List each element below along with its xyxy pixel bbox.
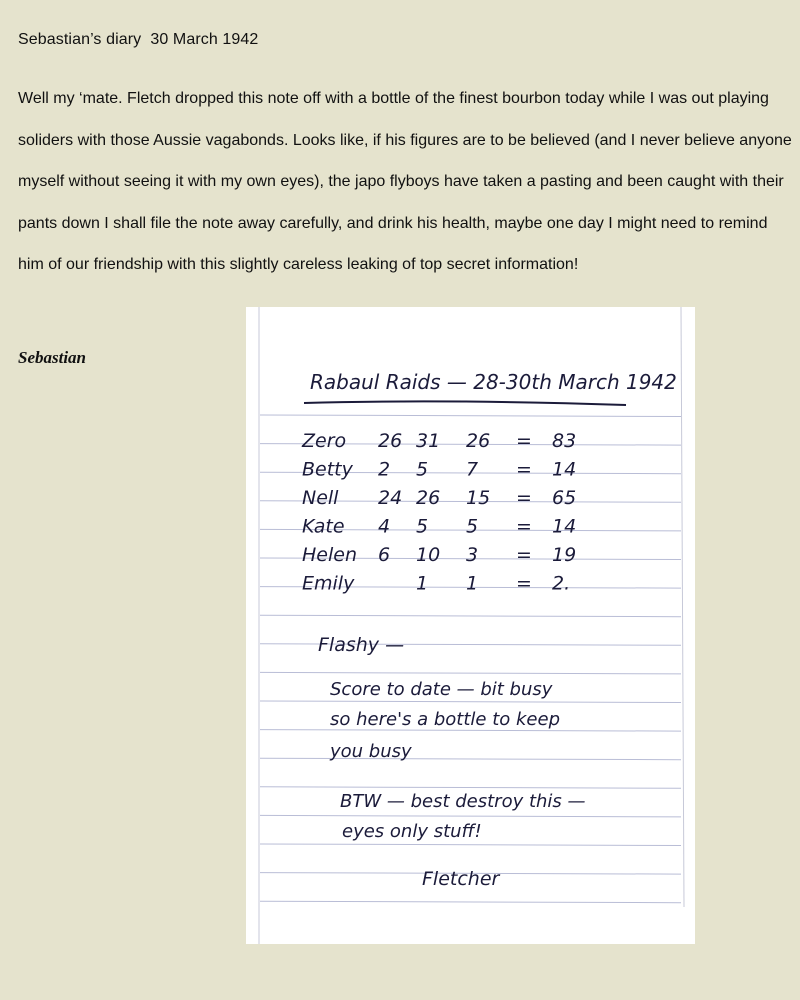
note-message-line: Score to date — bit busy [330, 679, 553, 700]
day-count: 26 [416, 487, 441, 509]
day-count: 26 [378, 430, 403, 452]
aircraft-name: Nell [302, 487, 339, 509]
day-count: 1 [416, 572, 429, 595]
ruled-line [260, 615, 681, 617]
equals-sign: = [516, 487, 532, 509]
day-count: 6 [378, 544, 391, 566]
equals-sign: = [516, 544, 532, 566]
row-total: 2. [552, 572, 571, 595]
day-count: 26 [466, 430, 491, 452]
day-count: 15 [466, 487, 491, 509]
day-count: 2 [378, 458, 391, 481]
ruled-line [260, 672, 681, 674]
ruled-line [260, 758, 681, 760]
aircraft-name: Helen [302, 544, 357, 566]
note-signoff: Fletcher [422, 868, 500, 890]
note-title: Rabaul Raids — 28-30th March 1942 [310, 370, 677, 394]
day-count: 1 [466, 572, 479, 595]
day-count: 31 [416, 430, 441, 452]
handwritten-note [246, 307, 695, 944]
aircraft-name: Emily [302, 572, 355, 595]
row-total: 14 [552, 458, 577, 481]
note-message-line: you busy [330, 741, 412, 762]
day-count: 5 [416, 458, 429, 481]
ruled-line [260, 901, 681, 903]
row-total: 65 [552, 487, 577, 509]
ruled-line [260, 415, 681, 417]
day-count: 3 [466, 544, 479, 566]
ruled-line [260, 787, 681, 789]
ruled-line [260, 844, 681, 846]
row-total: 19 [552, 544, 577, 566]
note-ps-line: eyes only stuff! [342, 821, 482, 842]
day-count: 24 [378, 487, 403, 509]
note-greeting: Flashy — [318, 634, 405, 656]
day-count: 5 [416, 515, 429, 538]
row-total: 14 [552, 515, 577, 538]
equals-sign: = [516, 458, 532, 481]
equals-sign: = [516, 430, 532, 452]
note-paper [246, 307, 695, 944]
row-total: 83 [552, 430, 577, 452]
day-count: 4 [378, 515, 391, 538]
title-underline [304, 401, 626, 405]
day-count: 7 [466, 458, 479, 481]
diary-body: Well my ‘mate. Fletch dropped this note off with a bottle of the finest bourbon today while I was out playing soliders with those Aussie vagabonds. Looks like, if his figures are to be believed (and I never believe anyone myself without seeing it with my own eyes), the japo flyboys have taken a pasting and been caught with their pants down I shall file the note away carefully, and drink his health, maybe one day I might need to remind him of our friendship with this slightly careless leaking of top secret information! [18, 90, 792, 273]
day-count: 5 [466, 515, 479, 538]
diary-heading: Sebastian’s diary 30 March 1942 [18, 31, 259, 48]
aircraft-name: Betty [302, 458, 353, 481]
equals-sign: = [516, 515, 532, 538]
raid-table [301, 430, 576, 595]
note-message-line: so here's a bottle to keep [330, 709, 561, 730]
ruled-line [260, 815, 681, 817]
ruled-line [260, 701, 681, 703]
aircraft-name: Zero [302, 430, 347, 452]
day-count: 10 [416, 544, 441, 566]
margin-line-right [681, 307, 684, 907]
diary-signature: Sebastian [18, 348, 87, 367]
equals-sign: = [516, 572, 532, 595]
aircraft-name: Kate [302, 515, 345, 538]
note-ps-line: BTW — best destroy this — [340, 791, 586, 812]
